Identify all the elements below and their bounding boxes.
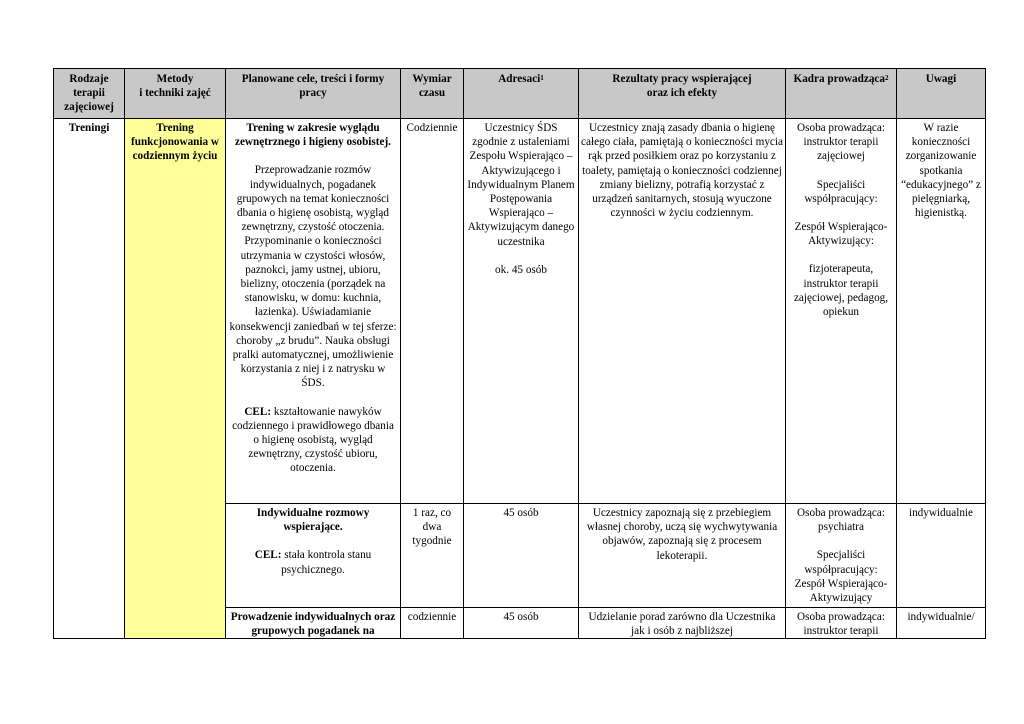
cell-kadra <box>786 119 897 504</box>
cell-wymiar: codziennie <box>401 608 464 639</box>
header-metody-line1: Metody <box>156 73 194 85</box>
header-rezultaty-line1: Rezultaty pracy wspierającej <box>612 73 752 85</box>
footnote-marker-2: 2 <box>884 74 889 82</box>
header-adresaci-label: Adresaci <box>498 73 541 85</box>
kadra-specjalisci: Specjaliści współpracujący: Zespół Wspierająco-Aktywizujący <box>794 549 888 605</box>
header-wymiar: Wymiar czasu <box>401 69 464 119</box>
header-adresaci <box>464 69 579 119</box>
cell-wymiar: 1 raz, co dwa tygodnie <box>401 504 464 608</box>
header-rezultaty-line2: oraz ich efekty <box>646 87 718 100</box>
cel-label: CEL: <box>244 405 272 418</box>
kadra-prowadzaca: Osoba prowadząca: psychiatra <box>797 507 885 534</box>
cele-title: Indywidualne rozmowy wspierające. <box>256 507 370 534</box>
cell-adresaci <box>464 119 579 504</box>
cell-rezultaty: Uczestnicy zapoznają się z przebiegiem własnej choroby, uczą się wychwytywania objawów, zapoznają się z procesem lekoterapii. <box>579 504 786 608</box>
header-rodzaje: Rodzaje terapii zajęciowej <box>54 69 125 119</box>
cell-cele <box>226 119 401 504</box>
cell-rodzaj: Treningi <box>54 119 125 639</box>
cell-uwagi: W razie konieczności zorganizowanie spotkania “edukacyjnego” z pielęgniarką, higienistką. <box>897 119 986 504</box>
cell-uwagi: indywidualnie/ <box>897 608 986 639</box>
cell-kadra <box>786 504 897 608</box>
cell-wymiar: Codziennie <box>401 119 464 504</box>
cell-cele: Prowadzenie indywidualnych oraz grupowych pogadanek na <box>226 608 401 639</box>
cell-uwagi: indywidualnie <box>897 504 986 608</box>
cell-adresaci: 45 osób <box>464 504 579 608</box>
header-rezultaty <box>579 69 786 119</box>
footnote-marker-1: 1 <box>540 74 544 82</box>
cell-kadra: Osoba prowadząca: instruktor terapii <box>786 608 897 639</box>
cel-text: stała kontrola stanu psychicznego. <box>281 549 372 576</box>
adresaci-text: Uczestnicy ŚDS zgodnie z ustaleniami Zespołu Wspierająco – Aktywizującego i Indywidualnym Planem Postępowania Wspierająco – Aktywizującym danego uczestnika <box>467 122 575 248</box>
cele-title: Trening w zakresie wyglądu zewnętrznego i higieny osobistej. <box>235 122 391 149</box>
header-kadra <box>786 69 897 119</box>
cell-rezultaty: Udzielanie porad zarówno dla Uczestnika jak i osób z najbliższej <box>579 608 786 639</box>
header-metody-line2: i techniki zajęć <box>139 87 211 100</box>
cell-rezultaty: Uczestnicy znają zasady dbania o higienę całego ciała, pamiętają o konieczności mycia rąk przed posiłkiem oraz po korzystaniu z toalety, pamiętają o konieczności codziennej zmiany bielizny, potrafią korzystać z urządzeń sanitarnych, stosują wyuczone czynności w życiu codziennym. <box>579 119 786 504</box>
table-header-row <box>54 69 986 119</box>
kadra-sklad: fizjoterapeuta, instruktor terapii zajęciowej, pedagog, opiekun <box>793 263 889 319</box>
header-uwagi: Uwagi <box>897 69 986 119</box>
kadra-specjalisci: Specjaliści współpracujący: <box>804 178 878 205</box>
header-kadra-label: Kadra prowadząca <box>793 73 885 85</box>
adresaci-count: ok. 45 osób <box>495 263 547 276</box>
therapy-plan-table <box>53 68 986 639</box>
header-cele: Planowane cele, treści i formy pracy <box>226 69 401 119</box>
cell-metoda: Trening funkcjonowania w codziennym życiu <box>125 119 226 639</box>
table-row <box>54 119 986 504</box>
kadra-prowadzaca: Osoba prowadząca: instruktor terapii zajęciowej <box>797 122 885 163</box>
cell-adresaci: 45 osób <box>464 608 579 639</box>
kadra-zespol: Zespół Wspierająco-Aktywizujący: <box>794 221 888 248</box>
cell-cele <box>226 504 401 608</box>
header-metody <box>125 69 226 119</box>
cel-label: CEL: <box>254 549 282 562</box>
cele-body: Przeprowadzanie rozmów indywidualnych, pogadanek grupowych na temat konieczności dbania o higienę osobistą, wygląd zewnętrzny, czystość otoczenia. Przypominanie o konieczności utrzymania w czystości włosów, paznokci, jamy ustnej, ubioru, bielizny, otoczenia (porządek na stanowisku, w domu: kuchnia, łazienka). Uświadamianie konsekwencji zaniedbań w tej sferze: choroby „z brudu”. Nauka obsługi pralki automatycznej, umożliwienie korzystania z niej i z natrysku w ŚDS. <box>229 164 397 390</box>
cel-text: kształtowanie nawyków codziennego i prawidłowego dbania o higienę osobistą, wygląd zewnętrzny, czystość ubioru, otoczenia. <box>232 405 394 475</box>
